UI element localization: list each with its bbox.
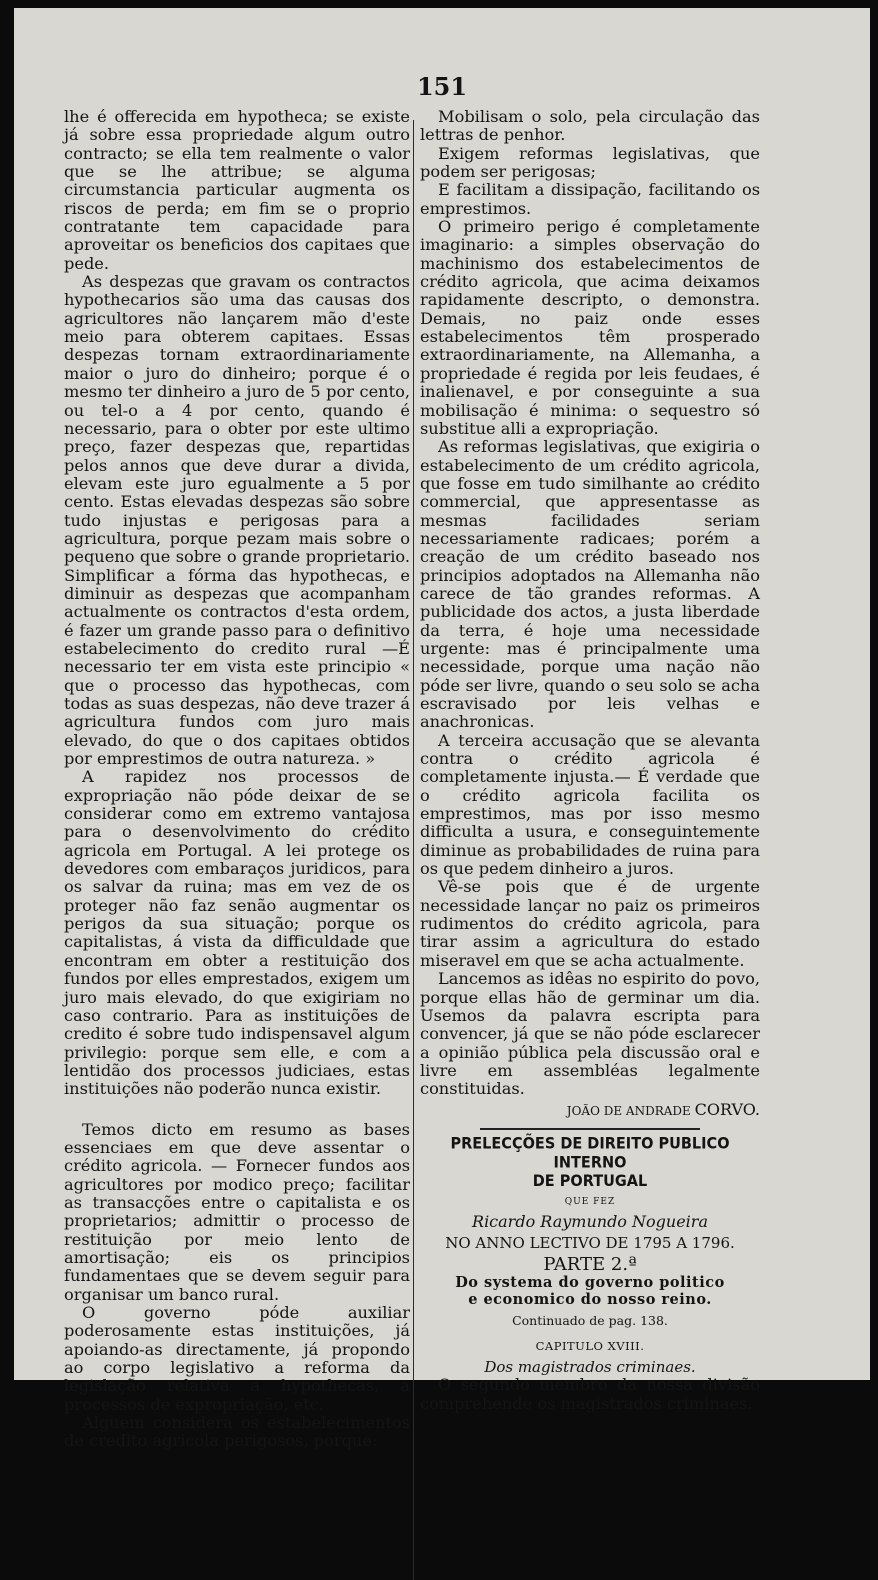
continuation-note: Continuado de pag. 138. (512, 1313, 668, 1329)
newspaper-page (14, 8, 870, 1451)
paragraph: Lancemos as idêas no espirito do povo, porque ellas hão de germinar um dia. Usemos da palavra escripta para convencer, já que se não póde esclarecer a opinião pública pela discussão oral e livre em assembléas legalmente constituidas. (420, 969, 760, 1099)
page-number: 151 (416, 72, 468, 101)
lecture-year: NO ANNO LECTIVO DE 1795 A 1796. (445, 1233, 735, 1252)
lecture-title-line2: DE PORTUGAL (532, 1172, 648, 1191)
paragraph: lhe é offerecida em hypotheca; se existe já sobre essa propriedade algum outro contracto; se ella tem realmente o valor que se lhe attribue; se alguma circumstancia particular augmenta os riscos de perda; em fim se o proprio contratante tem capacidade para aproveitar os beneficios dos capitaes que pede. (64, 107, 410, 273)
lecture-part: PARTE 2.ª (543, 1253, 637, 1275)
lecture-author: Ricardo Raymundo Nogueira (472, 1212, 708, 1232)
column-divider (413, 120, 414, 1580)
paragraph: Alguem considera os estabelecimentos de credito agricola perigosos, porque: (64, 1413, 410, 1451)
lecture-subtitle (420, 1274, 760, 1308)
paragraph: A terceira accusação que se alevanta contra o crédito agricola é completamente injusta.— É verdade que o crédito agricola facilita os emprestimos, mas por isso mesmo difficulta a usura, e conseguintemente diminue as probabilidades de ruina para os que pedem dinheiro a juros. (420, 730, 760, 879)
paragraph: Temos dicto em resumo as bases essenciaes em que deve assentar o crédito agricola. — Fornecer fundos aos agricultores por modico preço; facilitar as transacções entre o capitalista e os proprietarios; admittir o processo de restituição por meio lento de amortisação; eis os principios fundamentaes que se devem seguir para organisar um banco rural. (64, 1119, 410, 1304)
paragraph: O primeiro perigo é completamente imaginario: a simples observação do machinismo dos estabelecimentos de crédito agricola, que acima deixamos rapidamente descripto, o demonstra. Demais, no paiz onde esses estabelecimentos têm prosperado extraordinariamente, na Allemanha, a propriedade é regida por leis feudaes, é inalienavel, e por conseguinte a sua mobilisação é minima: o sequestro só substitue alli a expropriação. (420, 217, 760, 438)
signature-last: CORVO. (694, 1099, 760, 1119)
subtitle-line1: Do systema do governo politico (455, 1274, 725, 1292)
chapter-heading: CAPITULO XVIII. (535, 1338, 645, 1353)
left-column (64, 108, 410, 1451)
lecture-title-line1: PRELECÇÕES DE DIREITO PUBLICO INTERNO (450, 1135, 730, 1172)
author-signature (420, 1101, 760, 1120)
section-title: Dos magistrados criminaes. (484, 1357, 696, 1376)
paragraph: O segundo membro da nossa divisão comprehende os magistrados criminaes. (420, 1375, 760, 1413)
paragraph: Exigem reformas legislativas, que podem ser perigosas; (420, 143, 760, 182)
que-fez: QUE FEZ (564, 1196, 616, 1207)
paragraph: A rapidez nos processos de expropriação não póde deixar de se considerar como em extremo vantajosa para o desenvolvimento do crédito agricola em Portugal. A lei protege os devedores com embaraços juridicos, para os salvar da ruina; mas em vez de os proteger não faz senão augmentar os perigos da sua situação; porque os capitalistas, á vista da difficuldade que encontram em obter a restituição dos fundos por elles emprestados, exigem um juro mais elevado, do que exigiriam no caso contrario. Para as instituições de credito é sobre tudo indispensavel algum privilegio: porque sem elle, e com a lentidão dos processos judiciaes, estas instituições não poderão nunca existir. (64, 767, 410, 1099)
lecture-title (420, 1135, 760, 1191)
section-rule (480, 1128, 700, 1130)
paragraph: Vê-se pois que é de urgente necessidade lançar no paiz os primeiros rudimentos do crédito agricola, para tirar assim a agricultura do estado miseravel em que se acha actualmente. (420, 877, 760, 970)
paragraph: As despezas que gravam os contractos hypothecarios são uma das causas dos agricultores não lançarem mão d'este meio para obterem capitaes. Essas despezas tornam extraordinariamente maior o juro do dinheiro; porque é o mesmo ter dinheiro a juro de 5 por cento, ou tel-o a 4 por cento, quando é necessario, para o obter por este ultimo preço, fazer despezas que, repartidas pelos annos que deve durar a divida, elevam este juro egualmente a 5 por cento. Estas elevadas despezas são sobre tudo injustas e perigosas para a agricultura, porque pezam mais sobre o pequeno que sobre o grande proprietario. Simplificar a fórma das hypothecas, e diminuir as despezas que acompanham actualmente os contractos d'esta ordem, é fazer um grande passo para o definitivo estabelecimento do credito rural —É necessario ter em vista este principio « que o processo das hypothecas, com todas as suas despezas, não deve trazer á agricultura fundos com juro mais elevado, do que o dos capitaes obtidos por emprestimos de outra natureza. » (64, 272, 410, 769)
paragraph: O governo póde auxiliar poderosamente estas instituições, já apoiando-as directamente, já propondo ao corpo legislativo a reforma da legislação relativa a hypothecas, a processos de expropriação, etc. (64, 1303, 410, 1414)
signature-first: JOÃO DE ANDRADE (566, 1103, 691, 1118)
paragraph: As reformas legislativas, que exigiria o estabelecimento de um crédito agricola, que fosse em tudo similhante ao crédito commercial, que appresentasse as mesmas facilidades seriam necessariamente radicaes; porém a creação de um crédito baseado nos principios adoptados na Allemanha não carece de tão grandes reformas. A publicidade dos actos, a justa liberdade da terra, é hoje uma necessidade urgente: mas é principalmente uma necessidade, porque uma nação não póde ser livre, quando o seu solo se acha escravisado por leis velhas e anachronicas. (420, 437, 760, 732)
right-column (420, 108, 760, 1413)
paragraph: E facilitam a dissipação, facilitando os emprestimos. (420, 180, 760, 218)
subtitle-line2: e economico do nosso reino. (468, 1291, 712, 1309)
paragraph: Mobilisam o solo, pela circulação das lettras de penhor. (420, 107, 760, 145)
